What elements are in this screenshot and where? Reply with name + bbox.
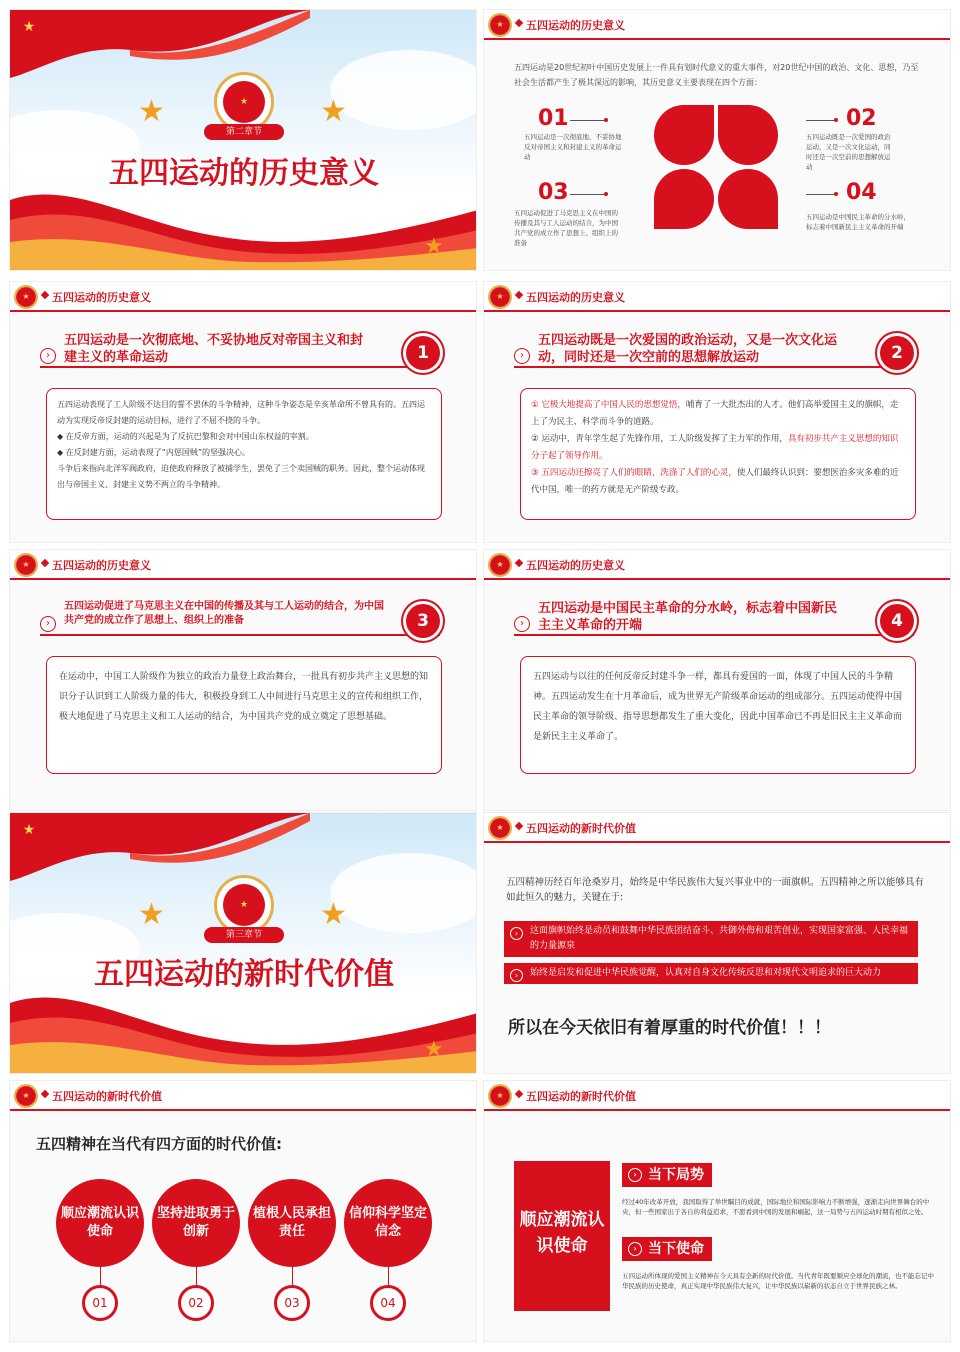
- slide-four-values: [9, 1080, 477, 1342]
- slide-title: 五四运动的历史意义: [109, 156, 379, 191]
- league-emblem-icon: ★: [14, 553, 38, 577]
- slide-header: [484, 10, 951, 40]
- highlight-text: 具有初步共产主义思想的知识分子起了领导作用。: [531, 434, 899, 461]
- slide-heading: 五四精神在当代有四方面的时代价值:: [36, 1135, 283, 1153]
- value-block: 顺应潮流认识使命: [514, 1161, 610, 1311]
- content-line: ◆ 在反封建方面，运动表现了“内惩国贼”的坚强决心。: [57, 448, 250, 457]
- chevron-right-icon: ›: [628, 1242, 642, 1256]
- slide-header: [10, 1081, 477, 1111]
- value-circle: 坚持进取勇于创新: [152, 1179, 240, 1267]
- body-text: 在运动中，中国工人阶级作为独立的政治力量登上政治舞台，一批具有初步共产主义思想的知识分子认识到工人阶级力量的伟大，积极投身到工人中间进行马克思主义的宣传和组织工作，极大地促进了马克思主义和工人运动的结合，为中国共产党的成立奠定了思想基础。: [59, 672, 429, 722]
- banner-text: 五四运动是中国民主革命的分水岭，标志着中国新民主主义革命的开端: [538, 601, 838, 633]
- header-title: 五四运动的历史意义: [52, 559, 151, 572]
- conclusion-text: 所以在今天依旧有着厚重的时代价值！！！: [508, 1018, 831, 1038]
- league-emblem-icon: ★: [488, 13, 512, 37]
- slide-point-3: [9, 549, 477, 811]
- content-box: [46, 656, 442, 774]
- tag-label: 当下使命: [648, 1241, 704, 1257]
- header-title: 五四运动的历史意义: [526, 291, 625, 304]
- highlight-text: ③ 五四运动还擦亮了人们的眼睛，洗涤了人们的心灵，: [531, 468, 737, 478]
- league-emblem: [214, 72, 274, 132]
- slide-header: [484, 1081, 951, 1111]
- diamond-icon: [515, 1090, 523, 1098]
- body-text: 五四运动与以往的任何反帝反封建斗争一样，都具有爱国的一面，体现了中国人民的斗争精神。五四运动发生在十月革命后，成为世界无产阶级革命运动的组成部分。五四运动使得中国民主革命的领导阶级、指导思想都发生了重大变化，因此中国革命已不再是旧民主主义革命而是新民主主义革命了。: [533, 672, 903, 742]
- slide-title-chapter3: [9, 812, 477, 1074]
- diamond-icon: [515, 822, 523, 830]
- petal-shape: [718, 169, 778, 229]
- star-icon: ★: [320, 94, 347, 129]
- star-emblem-icon: ★: [16, 817, 42, 843]
- item-number: 04: [846, 180, 877, 205]
- value-number: 01: [82, 1285, 118, 1321]
- league-emblem: [214, 875, 274, 935]
- cloud: [330, 853, 477, 933]
- value-circle: 顺应潮流认识使命: [56, 1179, 144, 1267]
- connector-line: [570, 194, 606, 195]
- value-number: 04: [370, 1285, 406, 1321]
- header-title: 五四运动的新时代价值: [52, 1090, 162, 1103]
- item-text: 五四运动既是一次爱国的政治运动，又是一次文化运动，同时还是一次空前的思想解放运动: [806, 133, 891, 171]
- header-title: 五四运动的历史意义: [526, 19, 625, 32]
- red-flag-decoration: [10, 813, 310, 883]
- content-line: [531, 465, 905, 499]
- slide-title-chapter2: [9, 9, 477, 271]
- slide-value-detail: [483, 1080, 951, 1342]
- diamond-icon: [41, 559, 49, 567]
- league-emblem-icon: ★: [223, 81, 265, 123]
- chevron-right-icon: ›: [514, 616, 530, 632]
- league-emblem-icon: ★: [223, 884, 265, 926]
- star-icon: ★: [138, 94, 165, 129]
- mission-paragraph: 五四运动所体现的爱国主义精神在今天具有全新的时代价值。当代青年既要顺应全球化的潮流，也不能忘记中华民族的历史使命，真正实现中华民族伟大复兴，让中华民族以崭新的状态自立于世界民族之林。: [622, 1272, 934, 1290]
- chapter-tag: 第三章节: [204, 927, 284, 943]
- slide-new-era-value: [483, 812, 951, 1074]
- value-circle: 信仰科学坚定信念: [344, 1179, 432, 1267]
- content-line: 斗争后来指向北洋军阀政府，迫使政府释放了被捕学生，罢免了三个卖国贼的职务。因此，整个运动体现出与帝国主义、封建主义势不两立的斗争精神。: [57, 464, 425, 489]
- chevron-right-icon: ›: [510, 969, 523, 982]
- header-title: 五四运动的历史意义: [52, 291, 151, 304]
- intro-paragraph: 五四精神历经百年沧桑岁月，始终是中华民族伟大复兴事业中的一面旗帜。五四精神之所以能够具有如此恒久的魅力，关键在于:: [506, 877, 925, 903]
- diamond-icon: [41, 291, 49, 299]
- header-title: 五四运动的新时代价值: [526, 822, 636, 835]
- league-emblem-icon: ★: [14, 1084, 38, 1108]
- tag-label: 当下局势: [648, 1167, 704, 1183]
- point-number-badge: 2: [880, 336, 914, 370]
- league-emblem-icon: ★: [488, 553, 512, 577]
- slide-point-1: [9, 281, 477, 543]
- intro-paragraph: 五四运动是20世纪初叶中国历史发展上一件具有划时代意义的重大事件，对20世纪中国的政治、文化、思想，乃至社会生活都产生了极其深远的影响，其历史意义主要表现在四个方面：: [514, 63, 919, 87]
- petal-shape: [718, 105, 778, 165]
- chapter-tag: 第二章节: [204, 124, 284, 140]
- highlight-text: ① 它极大地提高了中国人民的思想觉悟，: [531, 400, 686, 410]
- value-number: 03: [274, 1285, 310, 1321]
- point-banner: [514, 600, 914, 636]
- star-icon: ★: [320, 897, 347, 932]
- cloud: [330, 50, 477, 130]
- value-circle: 植根人民承担责任: [248, 1179, 336, 1267]
- point-banner: [514, 332, 914, 368]
- header-title: 五四运动的新时代价值: [526, 1090, 636, 1103]
- value-number: 02: [178, 1285, 214, 1321]
- slide-title: 五四运动的新时代价值: [94, 957, 394, 992]
- slide-point-4: [483, 549, 951, 811]
- chevron-right-icon: ›: [40, 616, 56, 632]
- bar-text: 这面旗帜始终是动员和鼓舞中华民族团结奋斗、共御外侮和艰苦创业，实现国家富强、人民幸福的力量源泉: [530, 926, 909, 951]
- star-emblem-icon: ★: [16, 14, 42, 40]
- red-wave-decoration: [10, 983, 477, 1073]
- diamond-icon: [41, 1090, 49, 1098]
- banner-text: 五四运动促进了马克思主义在中国的传播及其与工人运动的结合，为中国共产党的成立作了思想上、组织上的准备: [64, 601, 384, 626]
- petal-shape: [654, 169, 714, 229]
- point-banner: [40, 600, 440, 636]
- diamond-icon: [515, 19, 523, 27]
- content-box: [46, 388, 442, 520]
- chevron-right-icon: ›: [510, 927, 523, 940]
- chevron-right-icon: ›: [514, 348, 530, 364]
- content-box: [520, 656, 916, 774]
- star-icon: ★: [424, 234, 444, 259]
- content-line: [531, 397, 905, 431]
- content-box: [520, 388, 916, 520]
- item-text: 五四运动是一次彻底地、不妥协地反对帝国主义和封建主义的革命运动: [524, 133, 622, 161]
- body-text: 使人们最终认识到：要想医治多灾多难的近代中国，唯一的药方就是无产阶级专政。: [531, 468, 899, 495]
- content-line: [531, 431, 905, 465]
- item-text: 五四运动促进了马克思主义在中国的传播及其与工人运动的结合，为中国共产党的成立作了思想上、组织上的准备: [514, 209, 618, 247]
- league-emblem-icon: ★: [488, 1084, 512, 1108]
- point-number-badge: 4: [880, 604, 914, 638]
- league-emblem-icon: ★: [14, 285, 38, 309]
- slide-four-aspects: [483, 9, 951, 271]
- highlight-bar: [504, 921, 918, 957]
- slide-header: [10, 550, 477, 580]
- item-number: 02: [846, 106, 877, 131]
- banner-text: 五四运动既是一次爱国的政治运动，又是一次文化运动，同时还是一次空前的思想解放运动: [538, 333, 838, 365]
- chevron-right-icon: ›: [628, 1168, 642, 1182]
- slide-header: [484, 282, 951, 312]
- connector-line: [806, 194, 836, 195]
- star-icon: ★: [424, 1037, 444, 1062]
- item-number: 03: [538, 180, 569, 205]
- diamond-icon: [515, 559, 523, 567]
- body-text: 哺育了一大批杰出的人才。他们高举爱国主义的旗帜，走上了为民主、科学而斗争的道路。: [531, 400, 899, 427]
- league-emblem-icon: ★: [488, 816, 512, 840]
- point-number-badge: 3: [406, 604, 440, 638]
- red-wave-decoration: [10, 180, 477, 270]
- content-line: 五四运动表现了工人阶级不达目的誓不罢休的斗争精神，这种斗争姿态是辛亥革命所不曾具有的。五四运动为实现反帝反封建的运动目标，进行了不屈不挠的斗争。: [57, 400, 425, 425]
- body-text: ② 运动中，青年学生起了先锋作用，工人阶级发挥了主力军的作用，: [531, 434, 788, 444]
- connector-line: [570, 120, 606, 121]
- petal-shape: [654, 105, 714, 165]
- situation-paragraph: 经过40年改革开放，我国取得了举世瞩目的成就，国际地位和国际影响力不断增强，逐渐走向世界舞台的中央，但一些国家出于各自的利益追求，不愿看到中国的发展和崛起，这一局势与五四运动时期有相似之处。: [622, 1198, 930, 1216]
- bar-text: 始终是启发和促进中华民族觉醒，认真对自身文化传统反思和对现代文明追求的巨大动力: [530, 968, 882, 978]
- connector-line: [806, 120, 836, 121]
- slide-header: [484, 813, 951, 843]
- red-flag-decoration: [10, 10, 310, 80]
- tag-current-situation: [622, 1163, 712, 1187]
- league-emblem-icon: ★: [488, 285, 512, 309]
- star-icon: ★: [138, 897, 165, 932]
- banner-text: 五四运动是一次彻底地、不妥协地反对帝国主义和封建主义的革命运动: [64, 333, 364, 365]
- header-title: 五四运动的历史意义: [526, 559, 625, 572]
- slide-header: [484, 550, 951, 580]
- item-number: 01: [538, 106, 569, 131]
- item-text: 五四运动是中国民主革命的分水岭，标志着中国新民主主义革命的开端: [806, 213, 910, 231]
- point-banner: [40, 332, 440, 368]
- point-number-badge: 1: [406, 336, 440, 370]
- content-line: ◆ 在反帝方面，运动的兴起是为了反抗巴黎和会对中国山东权益的宰割。: [57, 432, 314, 441]
- tag-current-mission: [622, 1237, 712, 1261]
- highlight-bar: [504, 963, 918, 984]
- diamond-icon: [515, 291, 523, 299]
- slide-point-2: [483, 281, 951, 543]
- slide-header: [10, 282, 477, 312]
- chevron-right-icon: ›: [40, 348, 56, 364]
